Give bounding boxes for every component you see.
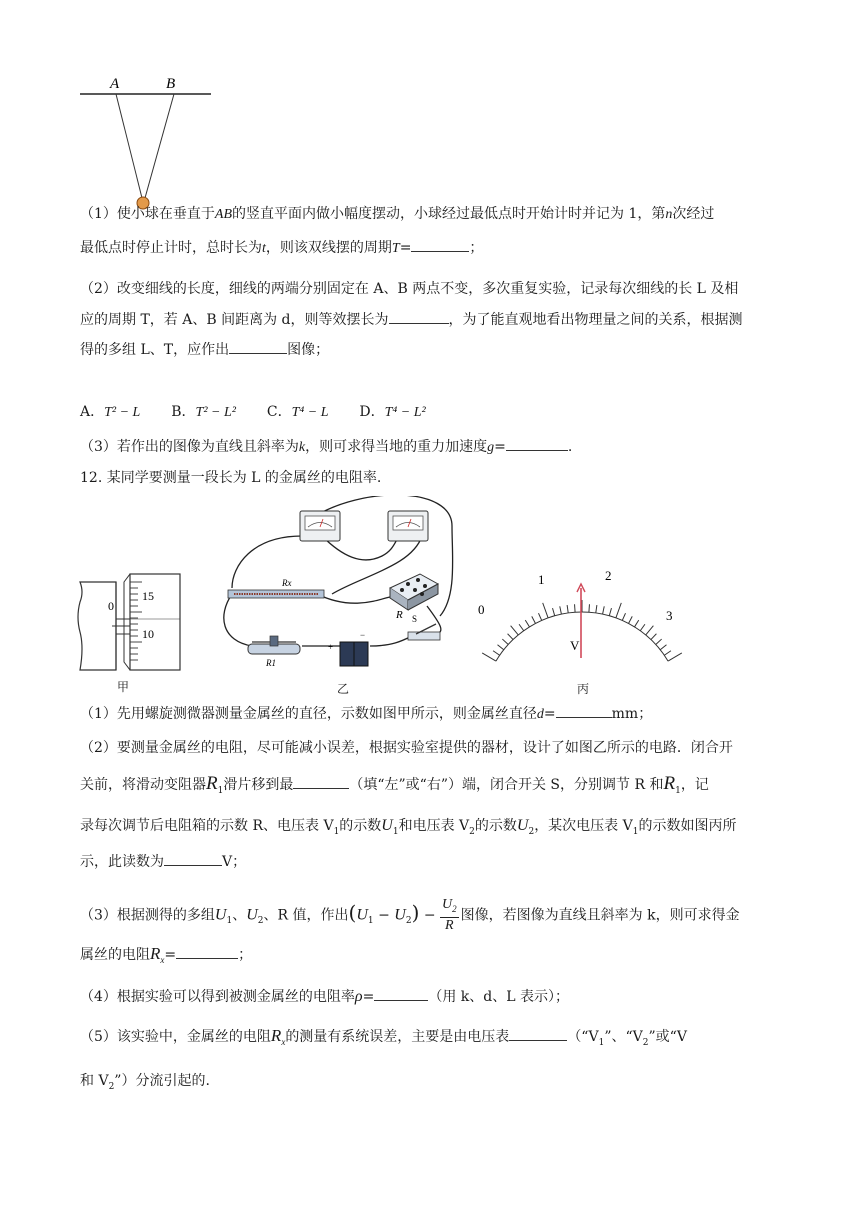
dial-arc — [496, 612, 668, 661]
q12-part2-line2: 关前，将滑动变阻器$R_1$滑片移到最 （填“左”或“右”）端，闭合开关 S，分别调节 R 和$R_1$，记 — [80, 773, 709, 796]
q11-part1-line1: （1）使小球在垂直于AB的竖直平面内做小幅度摆动，小球经过最低点时开始计时并记为 1，第n次经过 — [80, 206, 715, 222]
circuit-figure — [212, 496, 462, 676]
answer-blank — [164, 851, 222, 866]
q12-part5-line2: 和 $V_2$”）分流引起的. — [80, 1073, 210, 1092]
micrometer-figure — [76, 562, 188, 674]
dial-tick — [482, 653, 496, 661]
dial-tick — [532, 616, 536, 623]
voltmeter-dial-figure — [472, 562, 692, 672]
micrometer-15: 15 — [142, 589, 154, 603]
q12-part1: （1）先用螺旋测微器测量金属丝的直径，示数如图甲所示，则金属丝直径d= mm； — [80, 703, 782, 725]
dial-tick — [567, 605, 568, 613]
dial-tick — [538, 613, 541, 620]
q11-part1-line2: 最低点时停止计时，总时长为t，则该双线摆的周期T= ； — [80, 237, 782, 259]
q12-part5-line1: （5）该实验中，金属丝的电阻$R_x$的测量有系统误差，主要是由电压表 （“$V_1$”、“$V_2$”或“V — [80, 1026, 687, 1048]
q12-part4: （4）根据实验可以得到被测金属丝的电阻率ρ= （用 k、d、L 表示）； — [80, 988, 569, 1005]
micrometer-0: 0 — [108, 599, 114, 613]
dial-tick — [603, 606, 605, 614]
q12-part3-line1: （3）根据测得的多组$U_1$、$U_2$、R 值，作出$(U_1 - U_2)$ − $\frac{U_2}{R}$ 图像，若图像为直线且斜率为 k，则可求得金 — [80, 897, 740, 933]
option-c: C． — [266, 404, 292, 420]
q12-part2-line3: 录每次调节后电阻箱的示数 R、电压表 $V_1$的示数$U_1$和电压表 $V_2$的示数$U_2$，某次电压表 $V_1$的示数如图丙所 — [80, 817, 737, 837]
dial-tick — [629, 616, 633, 623]
dial-tick — [502, 639, 508, 644]
dial-tick — [646, 626, 654, 635]
dial-tick — [622, 613, 625, 620]
dial-tick — [664, 651, 671, 656]
double-pendulum-figure — [70, 70, 220, 215]
q12-part2-line4: 示，此读数为 V； — [80, 851, 782, 872]
answer-blank — [389, 309, 449, 324]
option-a-expr: T² − L — [104, 405, 141, 420]
q11-part2-line3: 得的多组 L、T，应作出 图像； — [80, 339, 782, 360]
q11-part3: （3）若作出的图像为直线且斜率为k，则可求得当地的重力加速度g= . — [80, 436, 782, 458]
answer-blank — [229, 339, 287, 354]
dial-tick — [596, 605, 597, 613]
micrometer-10: 10 — [142, 627, 154, 641]
point-a-label: A — [110, 76, 120, 92]
dial-tick — [553, 608, 555, 616]
figure-jia-label: 甲 — [117, 680, 130, 694]
dial-tick — [616, 603, 621, 618]
switch-label: S — [412, 614, 418, 624]
battery-plus: + — [328, 642, 334, 652]
dial-3: 3 — [666, 608, 673, 623]
dial-tick — [660, 645, 666, 650]
dial-tick — [525, 620, 529, 627]
figure-yi-label: 乙 — [337, 682, 350, 696]
figure-bing-label: 丙 — [577, 682, 590, 696]
dial-tick — [656, 639, 662, 644]
battery-minus: − — [360, 630, 366, 640]
answer-blank — [374, 986, 428, 1001]
r1-label: R1 — [266, 658, 276, 668]
q12-part3-line2: 属丝的电阻$R_x=$ ； — [80, 944, 253, 965]
q11-options — [80, 402, 782, 423]
point-b-label: B — [166, 76, 176, 92]
dial-2: 2 — [605, 568, 612, 583]
dial-tick — [519, 624, 524, 631]
answer-blank — [293, 774, 349, 789]
dial-1: 1 — [538, 572, 545, 587]
answer-blank — [506, 436, 568, 451]
dial-tick — [651, 634, 657, 640]
answer-blank — [411, 237, 469, 252]
q12-title: 12. 某同学要测量一段长为 L 的金属丝的电阻率. — [80, 470, 382, 486]
r-box-label: R — [396, 609, 403, 621]
option-a: A． — [80, 404, 105, 420]
dial-tick — [609, 608, 611, 616]
option-c-expr: T⁴ − L — [291, 405, 329, 420]
q11-part2-line2: 应的周期 T，若 A、B 间距离为 d，则等效摆长为 ，为了能直观地看出物理量之间的关系，根据测 — [80, 309, 782, 330]
q11-part2-line1: （2）改变细线的长度，细线的两端分别固定在 A、B 两点不变，多次重复实验，记录每次细线的长 L 及相 — [80, 281, 739, 297]
dial-tick — [493, 651, 500, 656]
dial-0: 0 — [478, 602, 485, 617]
dial-tick — [498, 645, 504, 650]
dial-tick — [560, 606, 562, 614]
answer-blank — [176, 944, 238, 959]
dial-tick — [635, 620, 639, 627]
option-d-expr: T⁴ − L² — [384, 405, 426, 420]
dial-tick — [511, 626, 519, 635]
dial-unit: V — [570, 638, 580, 653]
option-b-expr: T² − L² — [195, 405, 236, 420]
answer-blank — [556, 703, 612, 718]
dial-tick — [668, 653, 682, 661]
rx-label: Rx — [282, 578, 292, 588]
option-d: D． — [359, 404, 385, 420]
answer-blank — [509, 1026, 567, 1041]
dial-tick — [543, 603, 548, 618]
dial-tick — [508, 634, 514, 640]
dial-tick — [640, 624, 645, 631]
option-b: B． — [171, 404, 196, 420]
dial-tick — [575, 604, 576, 612]
dial-tick — [589, 604, 590, 612]
q12-part2-line1: （2）要测量金属丝的电阻，尽可能减小误差，根据实验室提供的器材，设计了如图乙所示的电路．闭合开 — [80, 740, 733, 756]
